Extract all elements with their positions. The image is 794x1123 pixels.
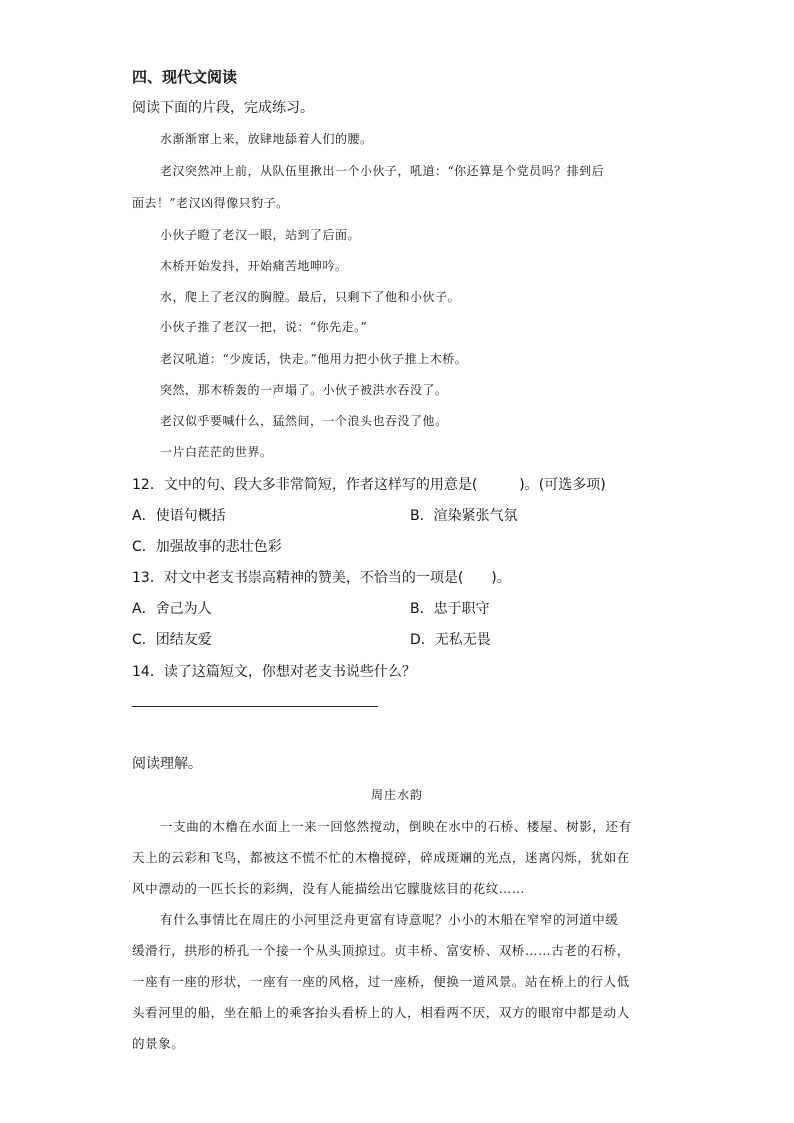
passage-line: 风中漂动的一匹长长的彩绸，没有人能描绘出它朦胧炫目的花纹…… [132,881,526,896]
passage-line: 水渐渐窜上来，放肆地舔着人们的腰。 [160,132,373,146]
passage-line: 有什么事情比在周庄的小河里泛舟更富有诗意呢？小小的木船在窄窄的河道中缓 [160,912,619,927]
passage-line: 天上的云彩和飞鸟，都被这不慌不忙的木橹搅碎，碎成斑斓的光点，迷离闪烁，犹如在 [132,850,630,865]
passage-line: 木桥开始发抖，开始痛苦地呻吟。 [160,259,348,273]
answer-line[interactable] [132,706,378,707]
reading-instruction: 阅读下面的片段，完成练习。 [132,100,314,116]
passage-line: 面去！”老汉凶得像只豹子。 [132,196,289,210]
option-c[interactable]: C．加强故事的悲壮色彩 [132,539,282,555]
question-12: 12．文中的句、段大多非常简短，作者这样写的用意是( )。(可选多项) [132,477,606,493]
passage-line: 突然，那木桥轰的一声塌了。小伙子被洪水吞没了。 [160,383,448,397]
passage-line: 一片白茫茫的世界。 [160,445,273,459]
passage-line: 缓滑行，拱形的桥孔一个接一个从头顶掠过。贞丰桥、富安桥、双桥……古老的石桥， [132,943,630,958]
question-14: 14．读了这篇短文，你想对老支书说些什么？ [132,664,416,680]
option-b[interactable]: B．忠于职守 [410,601,490,617]
passage-line: 的景象。 [132,1036,185,1051]
passage-line: 头看河里的船，坐在船上的乘客抬头看桥上的人，相看两不厌，双方的眼帘中都是动人 [132,1005,630,1020]
reading-instruction-2: 阅读理解。 [132,756,202,772]
question-13: 13．对文中老支书崇高精神的赞美，不恰当的一项是( )。 [132,570,511,586]
option-b[interactable]: B．渲染紧张气氛 [410,508,518,524]
passage-line: 小伙子瞪了老汉一眼，站到了后面。 [160,228,361,242]
section-heading: 四、现代文阅读 [132,68,238,86]
passage-line: 一支曲的木橹在水面上一来一回悠然搅动，倒映在水中的石桥、楼屋、树影，还有 [160,819,632,834]
passage-line: 一座有一座的形状，一座有一座的风格，过一座桥，便换一道风景。站在桥上的行人低 [132,974,630,989]
passage-title: 周庄水韵 [370,788,423,802]
option-c[interactable]: C．团结友爱 [132,632,212,648]
passage-line: 老汉似乎要喊什么，猛然间，一个浪头也吞没了他。 [160,414,448,428]
option-d[interactable]: D．无私无畏 [410,632,491,648]
passage-line: 老汉突然冲上前，从队伍里揪出一个小伙子，吼道：“你还算是个党员吗？排到后 [160,164,605,178]
option-a[interactable]: A．使语句概括 [132,508,226,524]
option-a[interactable]: A．舍己为人 [132,601,212,617]
passage-line: 水，爬上了老汉的胸膛。最后，只剩下了他和小伙子。 [160,290,461,304]
passage-line: 小伙子推了老汉一把，说：“你先走。” [160,320,368,334]
passage-line: 老汉吼道：“少废话，快走。”他用力把小伙子推上木桥。 [160,352,468,366]
